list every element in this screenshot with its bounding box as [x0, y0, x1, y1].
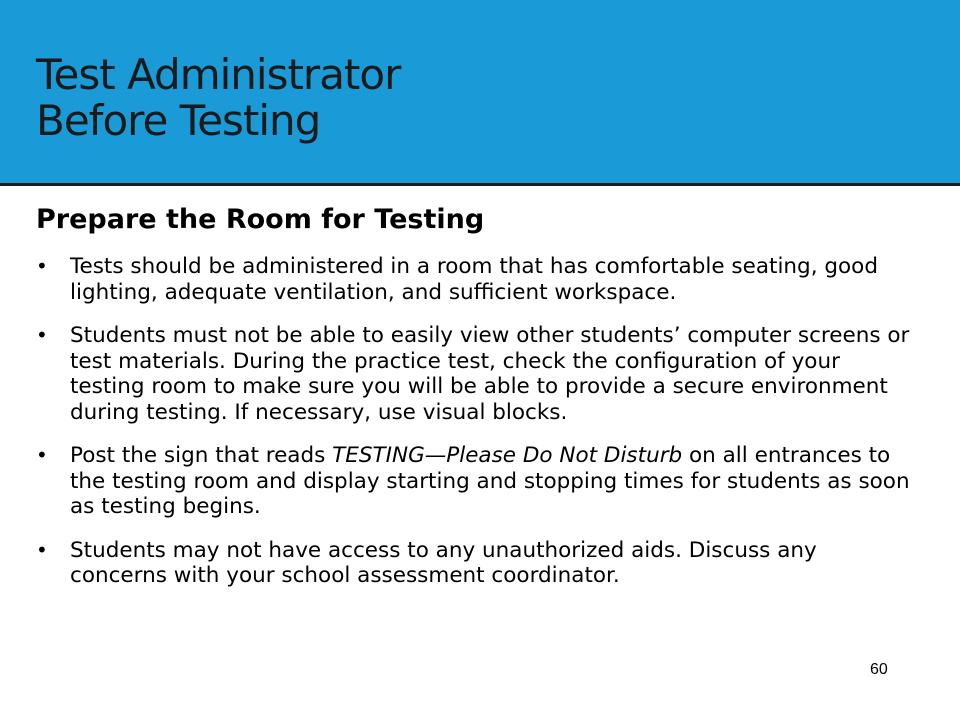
- bullet-icon: •: [36, 323, 48, 347]
- bullet-item-room-conditions: [36, 254, 916, 305]
- bullet-icon: •: [36, 254, 48, 278]
- bullet-icon: •: [36, 443, 48, 467]
- bullet-text-after: on all entrances to the testing room and display starting and stopping times for students as soon as testing begins.: [70, 443, 910, 519]
- bullet-list: [36, 254, 916, 607]
- bullet-text: Tests should be administered in a room that has comfortable seating, good lighting, adequate ventilation, and sufficient workspace.: [70, 254, 878, 305]
- title-banner: [0, 0, 960, 186]
- section-heading: Prepare the Room for Testing: [36, 204, 485, 235]
- slide-title: [36, 52, 400, 144]
- bullet-text: Students may not have access to any unauthorized aids. Discuss any concerns with your school assessment coordinator.: [70, 537, 817, 588]
- sign-text: TESTING—Please Do Not Disturb: [332, 443, 683, 468]
- bullet-icon: •: [36, 537, 48, 562]
- bullet-item-post-sign: [36, 443, 916, 520]
- bullet-text: Students must not be able to easily view other students’ computer screens or test materials. During the practice test, check the configuration of your testing room to make sure you will be able to provide a secure environment during testing. If necessary, use visual blocks.: [70, 323, 910, 425]
- slide-title-line-1: Test Administrator: [36, 50, 401, 99]
- slide-title-line-2: Before Testing: [36, 96, 321, 145]
- page-number: 60: [870, 661, 888, 678]
- bullet-item-screen-privacy: [36, 323, 916, 425]
- bullet-text-before: Post the sign that reads: [70, 443, 333, 468]
- bullet-item-unauthorized-aids: [36, 538, 916, 589]
